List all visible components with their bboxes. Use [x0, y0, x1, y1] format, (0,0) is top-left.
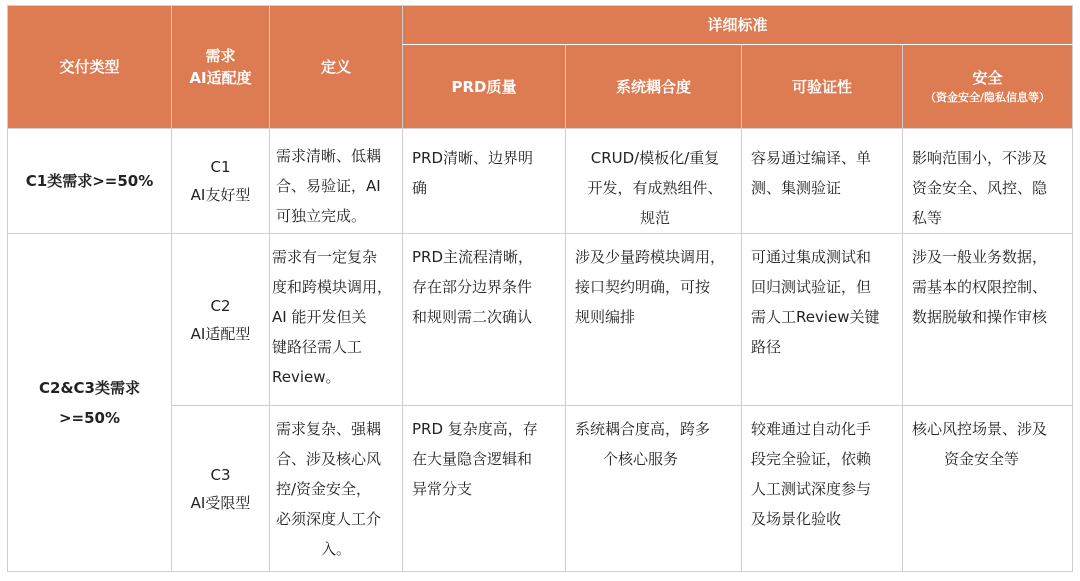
- cell-line: 异常分支: [412, 480, 473, 498]
- cell-line: 度和跨模块调用，: [272, 278, 393, 296]
- cell-line: AI 能开发但关: [272, 308, 367, 326]
- cell-security: [903, 129, 1073, 234]
- cell-line: PRD清晰、边界明: [412, 149, 534, 167]
- cell-line: 人工测试深度参与: [751, 480, 872, 498]
- cell-prd-quality: [403, 406, 566, 572]
- cell-line: 接口契约明确，可按: [575, 278, 711, 296]
- cell-line: 需求有一定复杂: [272, 248, 378, 266]
- header-prd-quality: PRD质量: [403, 45, 566, 129]
- cell-line: C2&C3类需求: [39, 378, 140, 397]
- cell-ai-fit: [172, 406, 270, 572]
- cell-line: 确: [412, 179, 428, 197]
- cell-line: 需求复杂、强耦: [276, 420, 382, 438]
- cell-line: 及场景化验收: [751, 510, 842, 528]
- cell-line: 开发，有成熟组件、: [587, 179, 723, 197]
- cell-line: 可通过集成测试和: [751, 248, 872, 266]
- cell-definition: [270, 234, 403, 406]
- cell-ai-fit: [172, 234, 270, 406]
- cell-definition: [270, 406, 403, 572]
- cell-definition: [270, 129, 403, 234]
- cell-line: PRD 复杂度高，存: [412, 420, 538, 438]
- cell-line: Review。: [272, 368, 341, 386]
- cell-line: 必须深度人工介: [276, 510, 382, 528]
- cell-line: 在大量隐含逻辑和: [412, 450, 533, 468]
- cell-line: 规范: [639, 209, 670, 227]
- cell-verifiability: [742, 129, 903, 234]
- cell-line: >=50%: [58, 408, 121, 427]
- cell-line: 需求清晰、低耦: [276, 147, 382, 165]
- standards-table-wrapper: [7, 5, 1072, 574]
- header-definition: 定义: [270, 6, 403, 129]
- cell-security: [903, 234, 1073, 406]
- cell-line: CRUD/模板化/重复: [590, 149, 720, 167]
- cell-line: 回归测试验证，但: [751, 278, 872, 296]
- header-detail-standards: 详细标准: [403, 6, 1073, 45]
- table-row-c2: [8, 234, 1073, 406]
- cell-line: 控/资金安全，: [276, 480, 372, 498]
- cell-line: 键路径需人工: [272, 338, 363, 356]
- cell-system-coupling: [566, 129, 742, 234]
- cell-line: 容易通过编译、单: [751, 149, 872, 167]
- cell-line: 测、集测验证: [751, 179, 842, 197]
- header-security: [903, 45, 1073, 129]
- header-ai-fit-line1: 需求: [205, 47, 236, 65]
- header-ai-fit: [172, 6, 270, 129]
- cell-line: 存在部分边界条件: [412, 278, 533, 296]
- cell-line: PRD主流程清晰，: [412, 248, 534, 266]
- header-security-label: 安全: [972, 68, 1003, 87]
- cell-line: 涉及少量跨模块调用，: [575, 248, 726, 266]
- cell-line: AI友好型: [190, 186, 251, 204]
- cell-line: C2: [210, 296, 231, 315]
- cell-delivery-type: [8, 234, 172, 572]
- cell-line: C1类需求>=50%: [25, 172, 154, 190]
- cell-line: 资金安全、风控、隐: [912, 179, 1048, 197]
- cell-system-coupling: [566, 406, 742, 572]
- cell-line: 影响范围小，不涉及: [912, 149, 1048, 167]
- cell-line: 规则编排: [575, 308, 636, 326]
- cell-prd-quality: [403, 234, 566, 406]
- cell-line: 系统耦合度高，跨多: [575, 420, 711, 438]
- cell-line: 较难通过自动化手: [751, 420, 872, 438]
- header-verifiability: 可验证性: [742, 45, 903, 129]
- cell-line: 私等: [912, 209, 943, 227]
- cell-prd-quality: [403, 129, 566, 234]
- header-delivery-type: 交付类型: [8, 6, 172, 129]
- cell-ai-fit: [172, 129, 270, 234]
- cell-verifiability: [742, 234, 903, 406]
- cell-line: 个核心服务: [603, 450, 679, 468]
- cell-line: AI适配型: [190, 324, 251, 343]
- cell-line: 资金安全等: [944, 450, 1020, 468]
- header-ai-fit-line2: AI适配度: [189, 69, 252, 87]
- delivery-standards-table: [7, 5, 1073, 572]
- cell-line: 涉及一般业务数据，: [912, 248, 1048, 266]
- cell-line: 核心风控场景、涉及: [912, 420, 1048, 438]
- cell-line: 合、涉及核心风: [276, 450, 382, 468]
- cell-line: 段完全验证，依赖: [751, 450, 872, 468]
- cell-line: 需人工Review关键: [751, 308, 880, 326]
- table-row-c1: [8, 129, 1073, 234]
- cell-verifiability: [742, 406, 903, 572]
- header-system-coupling: 系统耦合度: [566, 45, 742, 129]
- cell-line: 数据脱敏和操作审核: [912, 308, 1048, 326]
- cell-line: C3: [210, 465, 231, 484]
- cell-line: 合、易验证，AI: [276, 177, 381, 195]
- cell-line: 路径: [751, 338, 782, 356]
- cell-system-coupling: [566, 234, 742, 406]
- header-security-subtitle: （资金安全/隐私信息等）: [924, 90, 1051, 104]
- cell-security: [903, 406, 1073, 572]
- cell-line: 可独立完成。: [276, 207, 367, 225]
- cell-delivery-type: [8, 129, 172, 234]
- cell-line: C1: [210, 158, 231, 176]
- cell-line: 需基本的权限控制、: [912, 278, 1048, 296]
- cell-line: AI受限型: [190, 493, 251, 512]
- cell-line: 入。: [320, 540, 351, 558]
- cell-line: 和规则需二次确认: [412, 308, 533, 326]
